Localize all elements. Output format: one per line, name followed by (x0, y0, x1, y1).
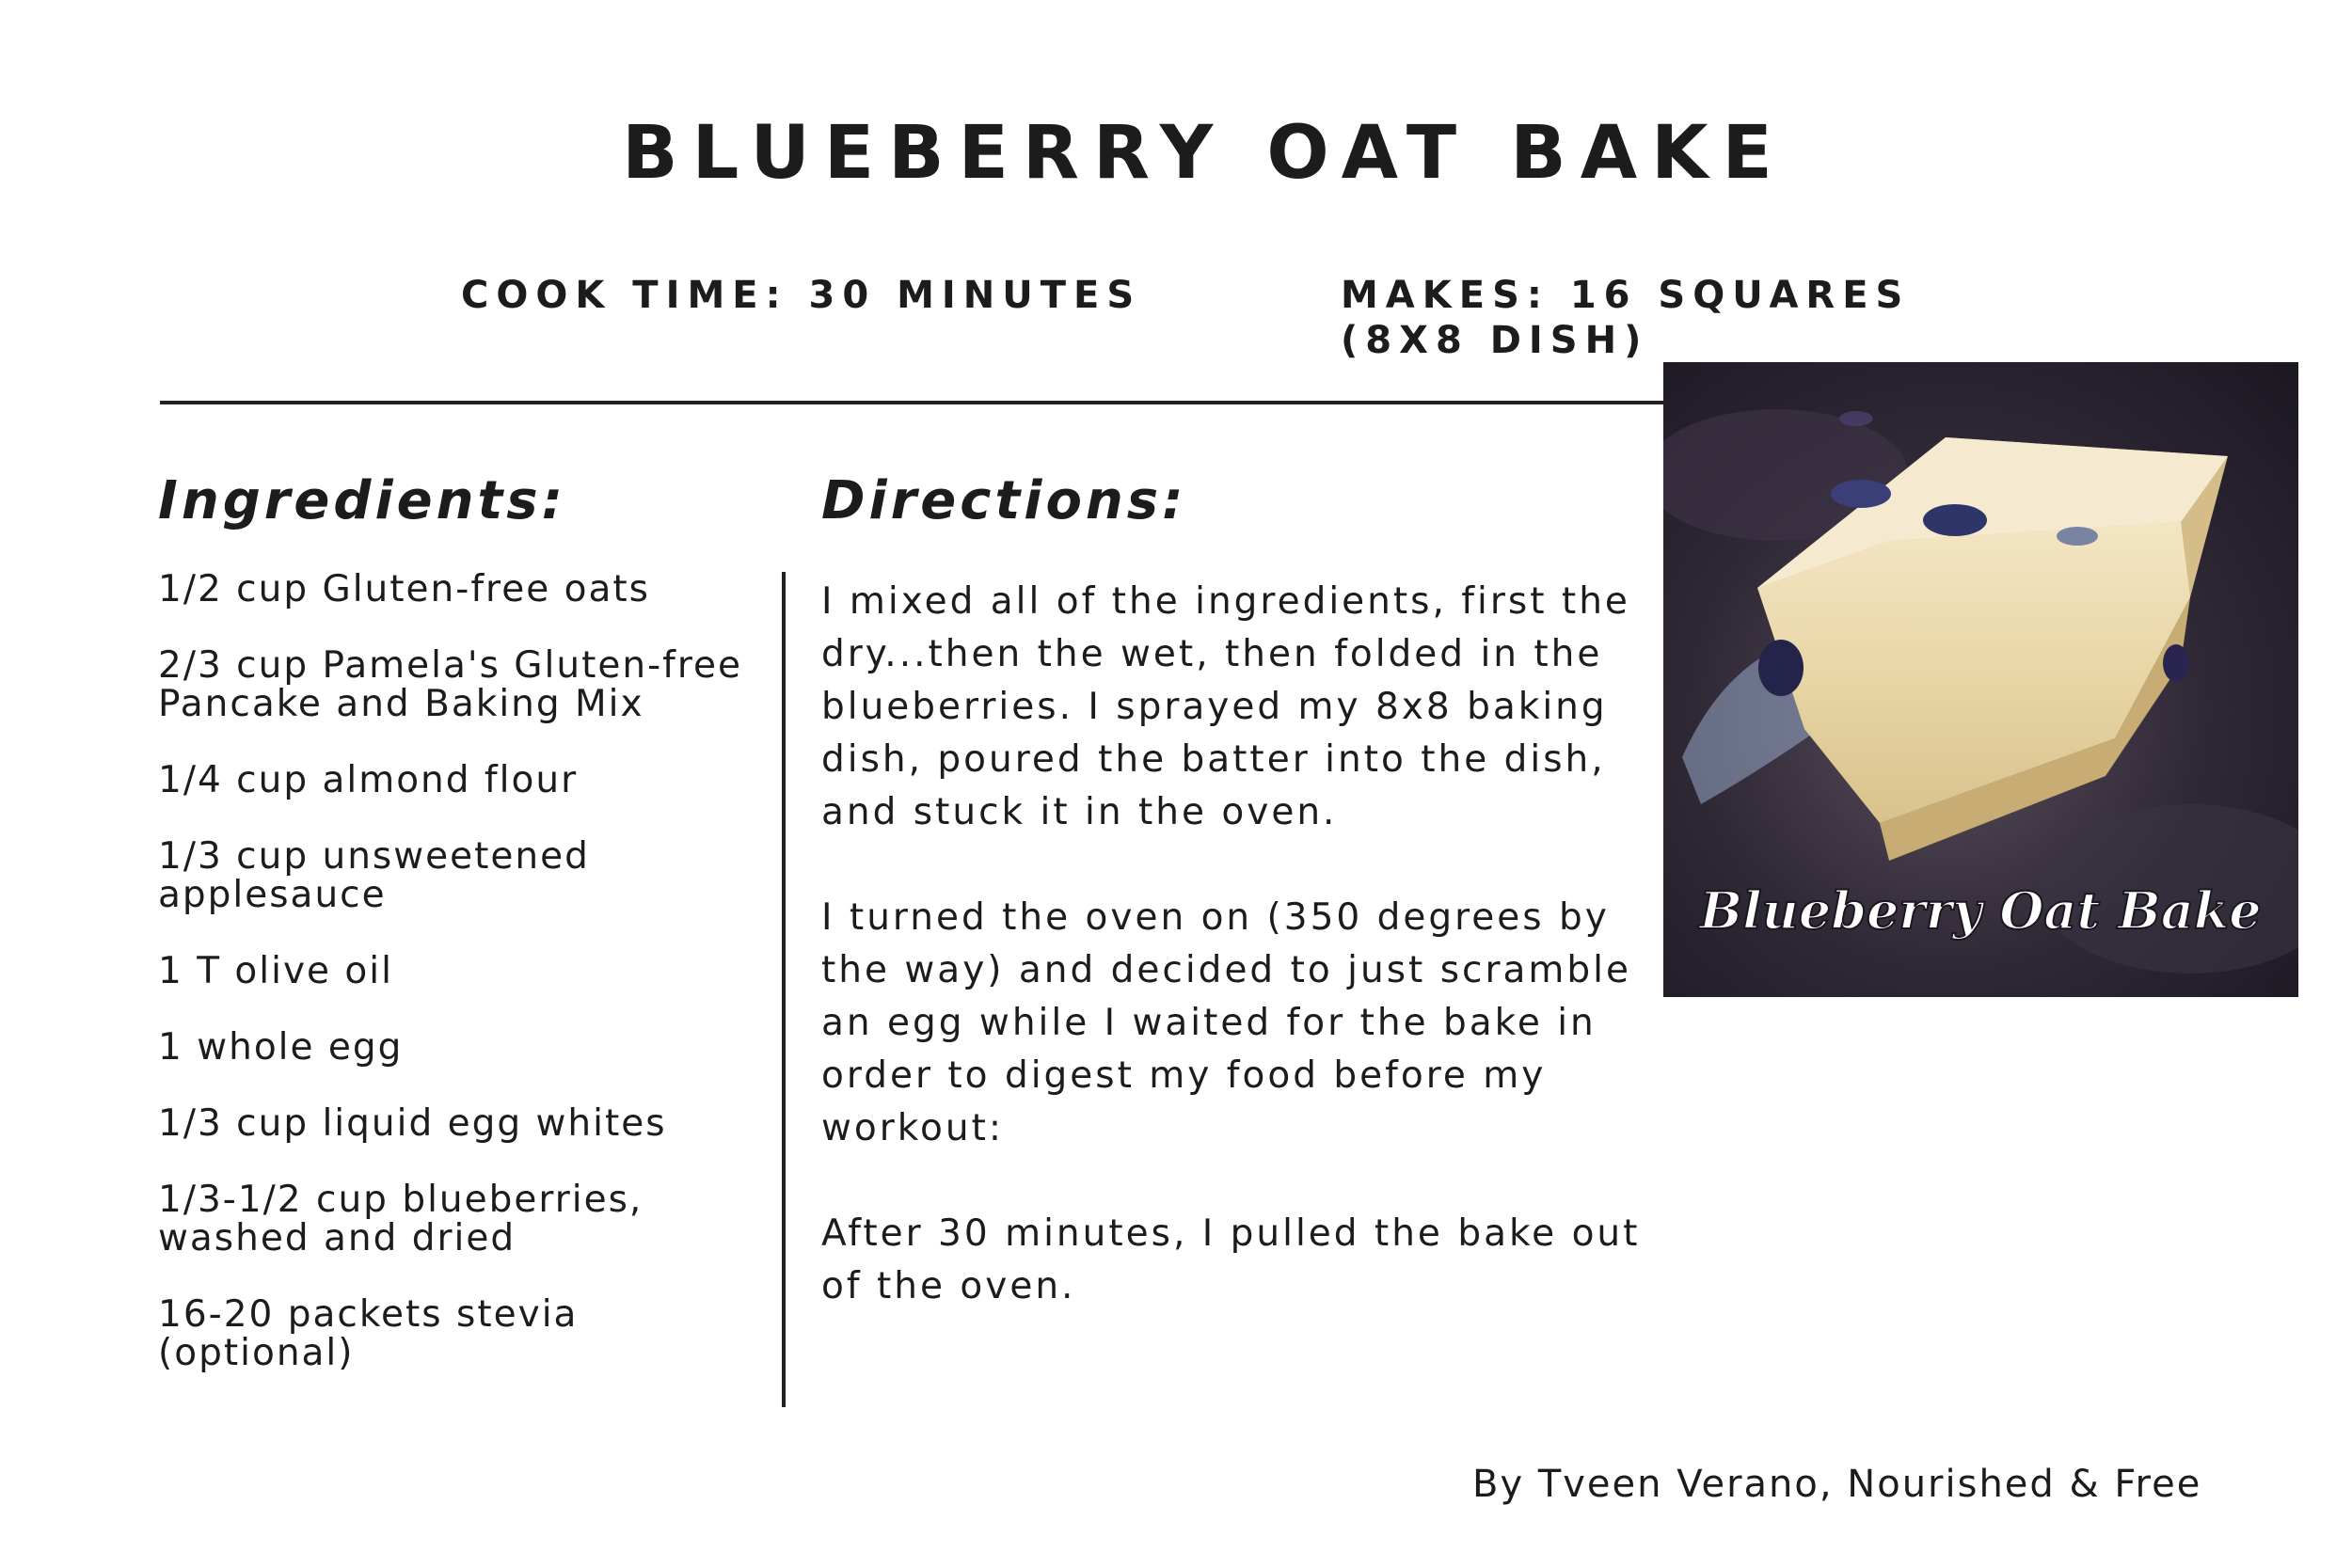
direction-paragraph: I mixed all of the ingredients, first the dry...then the wet, then folded in the blueberries. I sprayed my 8x8 baking dish, poured the batter into the dish, and stuck it in the oven. (821, 580, 1630, 833)
column-divider (782, 572, 786, 1407)
ingredient-item: 1/4 cup almond flour (158, 759, 579, 801)
ingredient-item: 1/3-1/2 cup blueberries, washed and dried (158, 1179, 644, 1259)
makes-line: MAKES: 16 SQUARES (1341, 274, 1911, 317)
ingredients-list (158, 570, 779, 1410)
ingredient-item: 1/3 cup liquid egg whites (158, 1102, 667, 1145)
ingredients-heading: Ingredients: (158, 470, 567, 531)
ingredient-item: 1/3 cup unsweetened applesauce (158, 835, 590, 916)
direction-paragraph: I turned the oven on (350 degrees by the way) and decided to just scramble an egg while I waited for the bake in order to digest my food before my workout: (821, 896, 1631, 1149)
direction-paragraph: After 30 minutes, I pulled the bake out of the oven. (821, 1212, 1641, 1307)
ingredient-item: 2/3 cup Pamela's Gluten-free Pancake and Baking Mix (158, 644, 743, 725)
makes-dish-line: (8X8 DISH) (1341, 319, 1649, 362)
ingredient-item: 1 T olive oil (158, 950, 393, 992)
recipe-photo (1663, 362, 2298, 997)
photo-caption: Blueberry Oat Bake (1699, 880, 2262, 941)
directions-heading: Directions: (821, 470, 1187, 531)
author-byline: By Tveen Verano, Nourished & Free (1472, 1463, 2202, 1506)
cook-time: COOK TIME: 30 MINUTES (461, 274, 1142, 317)
recipe-title: BLUEBERRY OAT BAKE (622, 111, 1787, 196)
blueberry-bake-image (1663, 362, 2298, 997)
ingredient-item: 16-20 packets stevia (optional) (158, 1293, 579, 1374)
ingredient-item: 1/2 cup Gluten-free oats (158, 568, 650, 610)
ingredient-item: 1 whole egg (158, 1026, 404, 1069)
makes-yield (1341, 273, 1910, 363)
header-divider (160, 401, 1675, 404)
directions-body (821, 576, 1649, 1366)
